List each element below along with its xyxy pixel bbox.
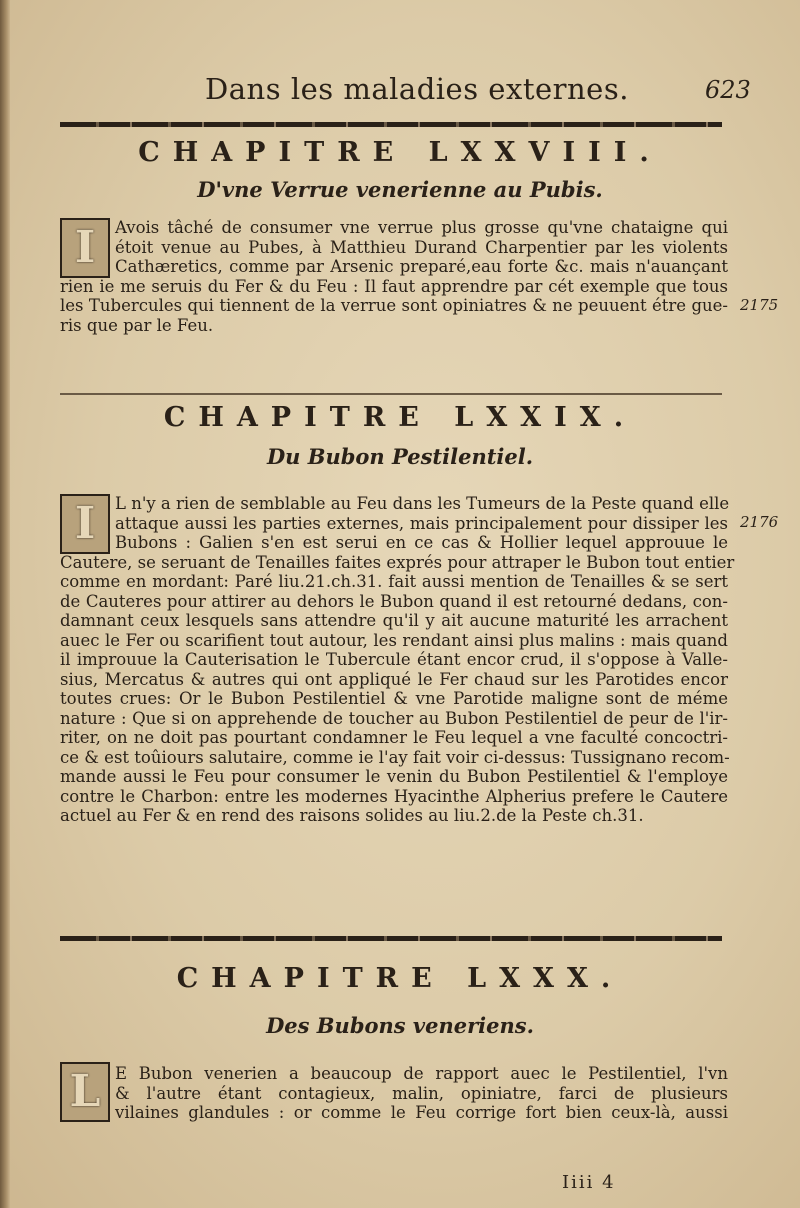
text-line: étoit venue au Pubes, à Matthieu Durand Charpentier par les violents [115, 237, 728, 257]
folio-number: 623 [705, 76, 751, 104]
chapter-subtitle: Du Bubon Pestilentiel. [266, 444, 534, 469]
ornamental-rule [60, 936, 722, 941]
text-line: Cautere, se seruant de Tenailles faites exprés pour attraper le Bubon tout entier [60, 552, 735, 572]
chapter-title: CHAPITRE LXXVIII. [138, 137, 662, 168]
text-line: ris que par le Feu. [60, 315, 214, 335]
text-line: L n'y a rien de semblable au Feu dans les Tumeurs de la Peste quand elle [115, 494, 730, 513]
margin-note: 2176 [740, 513, 779, 531]
chapter-title: CHAPITRE LXXX. [176, 963, 624, 994]
paragraph [60, 494, 735, 826]
paragraph [60, 1064, 728, 1123]
chapter-subtitle: Des Bubons veneriens. [266, 1013, 534, 1038]
divider-rule [60, 393, 722, 395]
chapter-subtitle: D'vne Verrue venerienne au Pubis. [197, 177, 603, 202]
text-line: toutes crues: Or le Bubon Pestilentiel & vne Parotide maligne sont de méme [60, 689, 728, 708]
text-line: riter, on ne doit pas pourtant condamner le Feu lequel a vne faculté concoctri- [60, 728, 728, 747]
text-line: comme en mordant: Paré liu.21.ch.31. fait aussi mention de Tenailles & se sert [60, 572, 728, 591]
text-line: & l'autre étant contagieux, malin, opiniatre, farci de plusieurs [115, 1083, 728, 1103]
ornamental-rule [60, 122, 722, 127]
paragraph [60, 218, 728, 335]
text-line: Bubons : Galien s'en est serui en ce cas & Hollier lequel approuue le [115, 533, 728, 552]
signature-mark: Iiii 4 [562, 1172, 616, 1193]
text-line: Avois tâché de consumer vne verrue plus grosse qu'vne chataigne qui [115, 218, 728, 237]
drop-cap: I [60, 218, 110, 278]
text-line: il improuue la Cauterisation le Tubercule étant encor crud, il s'oppose à Valle- [60, 650, 728, 669]
text-line: les Tubercules qui tiennent de la verrue sont opiniatres & ne peuuent étre gue- [60, 296, 728, 315]
text-line: ce & est toûiours salutaire, comme ie l'ay fait voir ci-dessus: Tussignano recom- [60, 747, 730, 767]
text-line: attaque aussi les parties externes, mais principalement pour dissiper les [115, 513, 728, 533]
text-line: Cathæretics, comme par Arsenic preparé,eau forte &c. mais n'auançant [115, 257, 728, 276]
drop-cap: L [60, 1062, 110, 1122]
drop-cap: I [60, 494, 110, 554]
text-line: rien ie me seruis du Fer & du Feu : Il faut apprendre par cét exemple que tous [60, 276, 728, 296]
running-title: Dans les maladies externes. [205, 72, 629, 106]
text-line: vilaines glandules : or comme le Feu corrige fort bien ceux-là, aussi [115, 1103, 728, 1122]
running-head [0, 72, 800, 112]
text-line: nature : Que si on apprehende de toucher au Bubon Pestilentiel de peur de l'ir- [60, 708, 728, 728]
text-line: contre le Charbon: entre les modernes Hyacinthe Alpherius prefere le Cautere [60, 786, 728, 806]
text-line: E Bubon venerien a beaucoup de rapport auec le Pestilentiel, l'vn [115, 1064, 728, 1083]
text-line: de Cauteres pour attirer au dehors le Bubon quand il est retourné dedans, con- [60, 591, 728, 611]
text-line: mande aussi le Feu pour consumer le venin du Bubon Pestilentiel & l'employe [60, 767, 728, 786]
text-line: sius, Mercatus & autres qui ont appliqué le Fer chaud sur les Parotides encor [60, 669, 728, 689]
text-line: damnant ceux lesquels sans attendre qu'il y ait aucune maturité les arrachent [60, 611, 728, 630]
text-line: auec le Fer ou scarifient tout autour, les rendant ainsi plus malins : mais quand [60, 630, 728, 650]
margin-note: 2175 [740, 296, 779, 314]
chapter-title: CHAPITRE LXXIX. [163, 402, 637, 433]
text-line: actuel au Fer & en rend des raisons solides au liu.2.de la Peste ch.31. [60, 806, 644, 825]
